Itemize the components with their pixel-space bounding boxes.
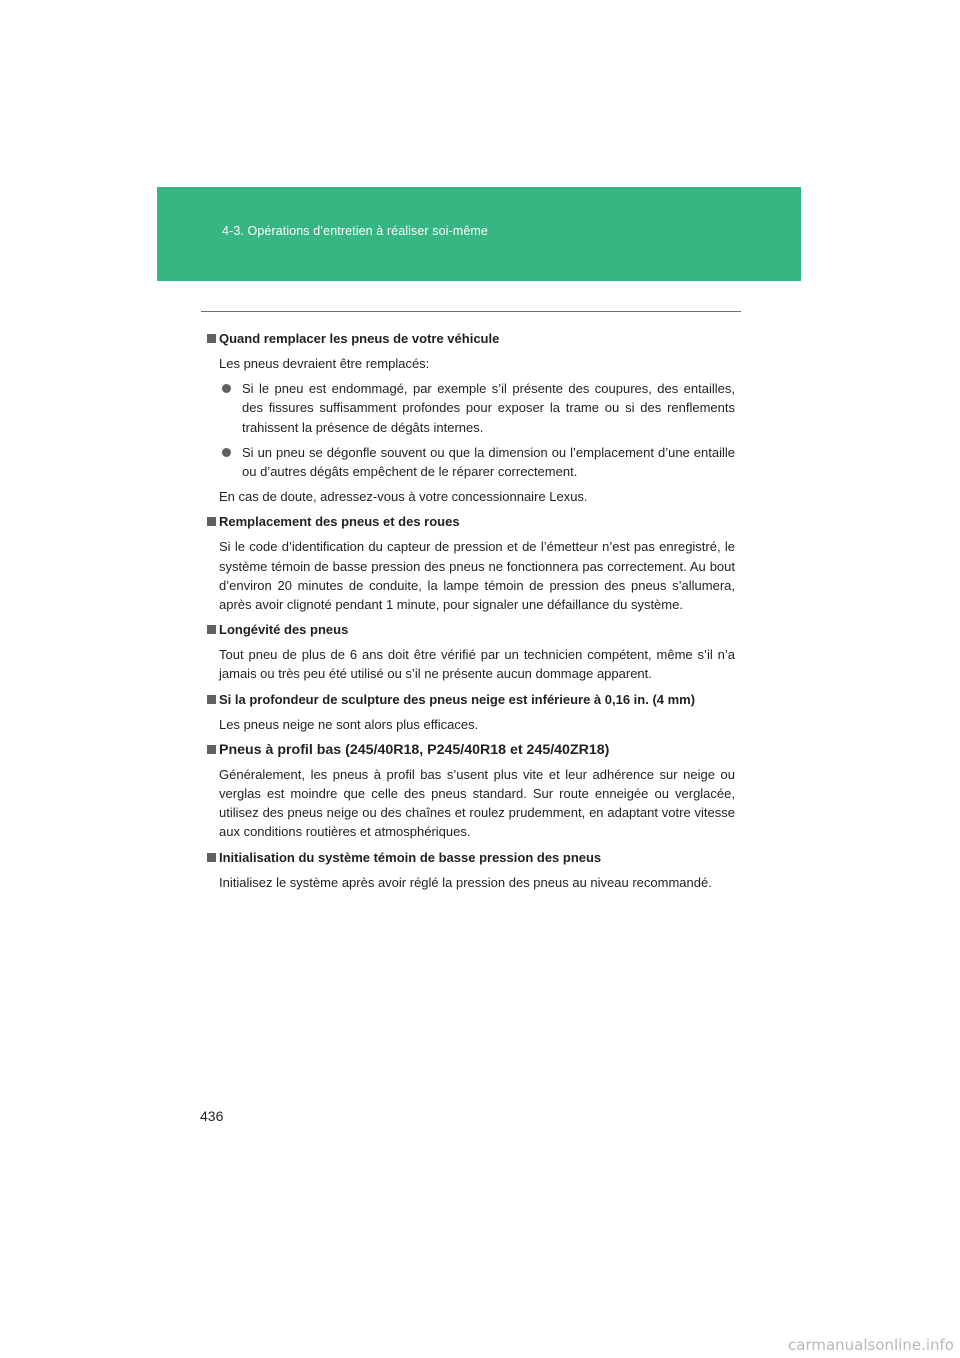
round-bullet-icon xyxy=(222,384,231,393)
list-item-text: Si un pneu se dégonfle souvent ou que la dimension ou l’emplacement d’une entaille ou d’autres dégâts empêchent de le réparer correctement. xyxy=(242,444,735,480)
section-tire-longevity xyxy=(207,620,735,683)
paragraph: Tout pneu de plus de 6 ans doit être vérifié par un technicien compétent, même s’il n’a jamais ou très peu été utilisé ou s’il ne présente aucun dommage apparent. xyxy=(219,647,735,682)
paragraph: En cas de doute, adressez-vous à votre concessionnaire Lexus. xyxy=(219,489,588,505)
paragraph: Les pneus neige ne sont alors plus efficaces. xyxy=(219,716,479,732)
section-snow-tire-tread xyxy=(207,690,735,734)
heading-text: Pneus à profil bas (245/40R18, P245/40R18 et 245/40ZR18) xyxy=(219,741,610,758)
section-tire-wheel-replacement xyxy=(207,512,735,614)
section-heading xyxy=(207,690,735,710)
page-number: 436 xyxy=(200,1108,224,1124)
section-heading xyxy=(207,512,735,532)
list-item xyxy=(242,443,735,481)
section-low-profile-tires xyxy=(207,740,735,842)
heading-text: Si la profondeur de sculpture des pneus neige est inférieure à 0,16 in. (4 mm) xyxy=(219,691,696,707)
square-bullet-icon xyxy=(207,334,216,343)
section-header-band xyxy=(157,187,801,281)
list-item-text: Si le pneu est endommagé, par exemple s’il présente des coupures, des entailles, des fissures suffisamment profondes pour exposer la trame ou si des renflements trahissent la présence de dégâts internes. xyxy=(242,381,735,435)
square-bullet-icon xyxy=(207,517,216,526)
square-bullet-icon xyxy=(207,745,216,754)
section-heading xyxy=(207,329,735,349)
heading-text: Quand remplacer les pneus de votre véhicule xyxy=(219,331,500,346)
square-bullet-icon xyxy=(207,853,216,862)
square-bullet-icon xyxy=(207,625,216,634)
paragraph: Initialisez le système après avoir réglé la pression des pneus au niveau recommandé. xyxy=(219,874,712,890)
square-bullet-icon xyxy=(207,695,216,704)
section-heading xyxy=(207,848,735,868)
list-item xyxy=(242,379,735,437)
paragraph: Généralement, les pneus à profil bas s’usent plus vite et leur adhérence sur neige ou verglas est moindre que celle des pneus standard. Sur route enneigée ou verglacée, utilisez des pneus neige ou des chaînes et roulez prudemment, en adaptant votre vitesse aux conditions routières et atmosphériques. xyxy=(219,766,735,840)
page-content xyxy=(207,329,735,898)
heading-text: Remplacement des pneus et des roues xyxy=(219,514,460,530)
heading-text: Longévité des pneus xyxy=(219,622,349,638)
section-title: 4-3. Opérations d’entretien à réaliser soi-même xyxy=(222,224,488,238)
section-heading xyxy=(207,740,735,760)
paragraph: Les pneus devraient être remplacés: xyxy=(219,356,430,371)
section-when-to-replace xyxy=(207,329,735,506)
section-heading xyxy=(207,620,735,640)
watermark-text: carmanualsonline.info xyxy=(788,1336,954,1354)
section-tpms-initialization xyxy=(207,848,735,892)
divider xyxy=(201,311,741,312)
heading-text: Initialisation du système témoin de basse pression des pneus xyxy=(219,849,602,865)
paragraph: Si le code d’identification du capteur de pression et de l’émetteur n’est pas enregistré, le système témoin de basse pression des pneus ne fonctionnera pas correctement. Au bout d’environ 20 minutes de conduite, la lampe témoin de pression des pneus s’allumera, après avoir clignoté pendant 1 minute, pour signaler une défaillance du système. xyxy=(219,539,735,613)
round-bullet-icon xyxy=(222,448,231,457)
